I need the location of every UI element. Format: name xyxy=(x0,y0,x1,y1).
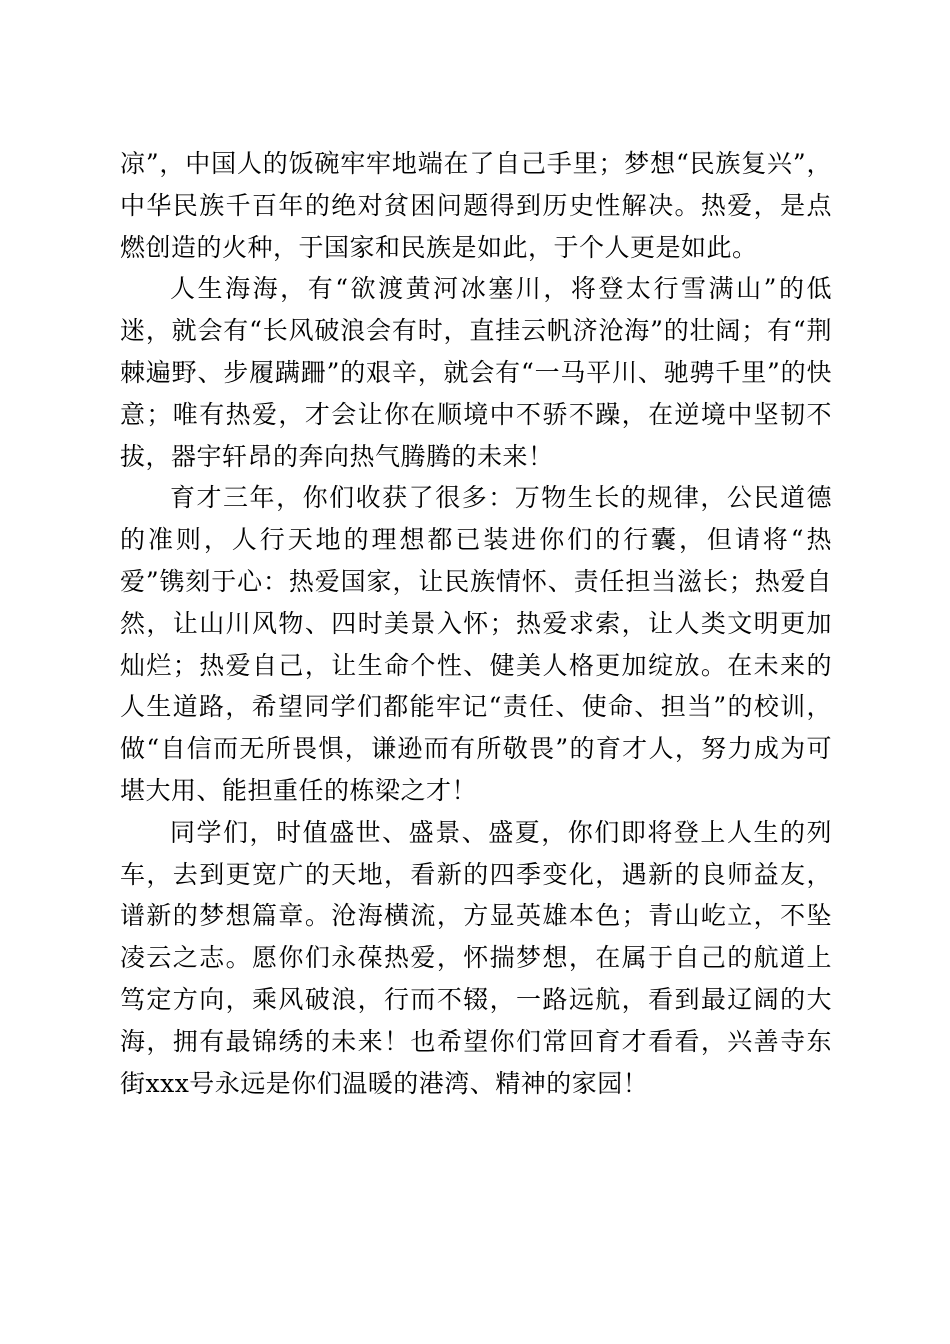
paragraph-continuation: 凉”，中国人的饭碗牢牢地端在了自己手里；梦想“民族复兴”，中华民族千百年的绝对贫困问题得到历史性解决。热爱，是点燃创造的火种，于国家和民族是如此，于个人更是如此。 xyxy=(120,149,832,262)
paragraph-farewell: 同学们，时值盛世、盛景、盛夏，你们即将登上人生的列车，去到更宽广的天地，看新的四季变化，遇新的良师益友，谱新的梦想篇章。沧海横流，方显英雄本色；青山屹立，不坠凌云之志。愿你们永葆热爱，怀揣梦想，在属于自己的航道上笃定方向，乘风破浪，行而不辍，一路远航，看到最辽阔的大海，拥有最锦绣的未来！也希望你们常回育才看看，兴善寺东街xxx号永远是你们温暖的港湾、精神的家园！ xyxy=(120,817,832,1098)
paragraph-three-years: 育才三年，你们收获了很多：万物生长的规律，公民道德的准则，人行天地的理想都已装进你们的行囊，但请将“热爱”镌刻于心：热爱国家，让民族情怀、责任担当滋长；热爱自然，让山川风物、四时美景入怀；热爱求索，让人类文明更加灿烂；热爱自己，让生命个性、健美人格更加绽放。在未来的人生道路，希望同学们都能牢记“责任、使命、担当”的校训，做“自信而无所畏惧，谦逊而有所敬畏”的育才人，努力成为可堪大用、能担重任的栋梁之才！ xyxy=(120,483,832,805)
document-body xyxy=(120,143,832,1104)
paragraph-life-journey: 人生海海，有“欲渡黄河冰塞川，将登太行雪满山”的低迷，就会有“长风破浪会有时，直挂云帆济沧海”的壮阔；有“荆棘遍野、步履蹒跚”的艰辛，就会有“一马平川、驰骋千里”的快意；唯有热爱，才会让你在顺境中不骄不躁，在逆境中坚韧不拔，器宇轩昂的奔向热气腾腾的未来！ xyxy=(120,274,832,471)
